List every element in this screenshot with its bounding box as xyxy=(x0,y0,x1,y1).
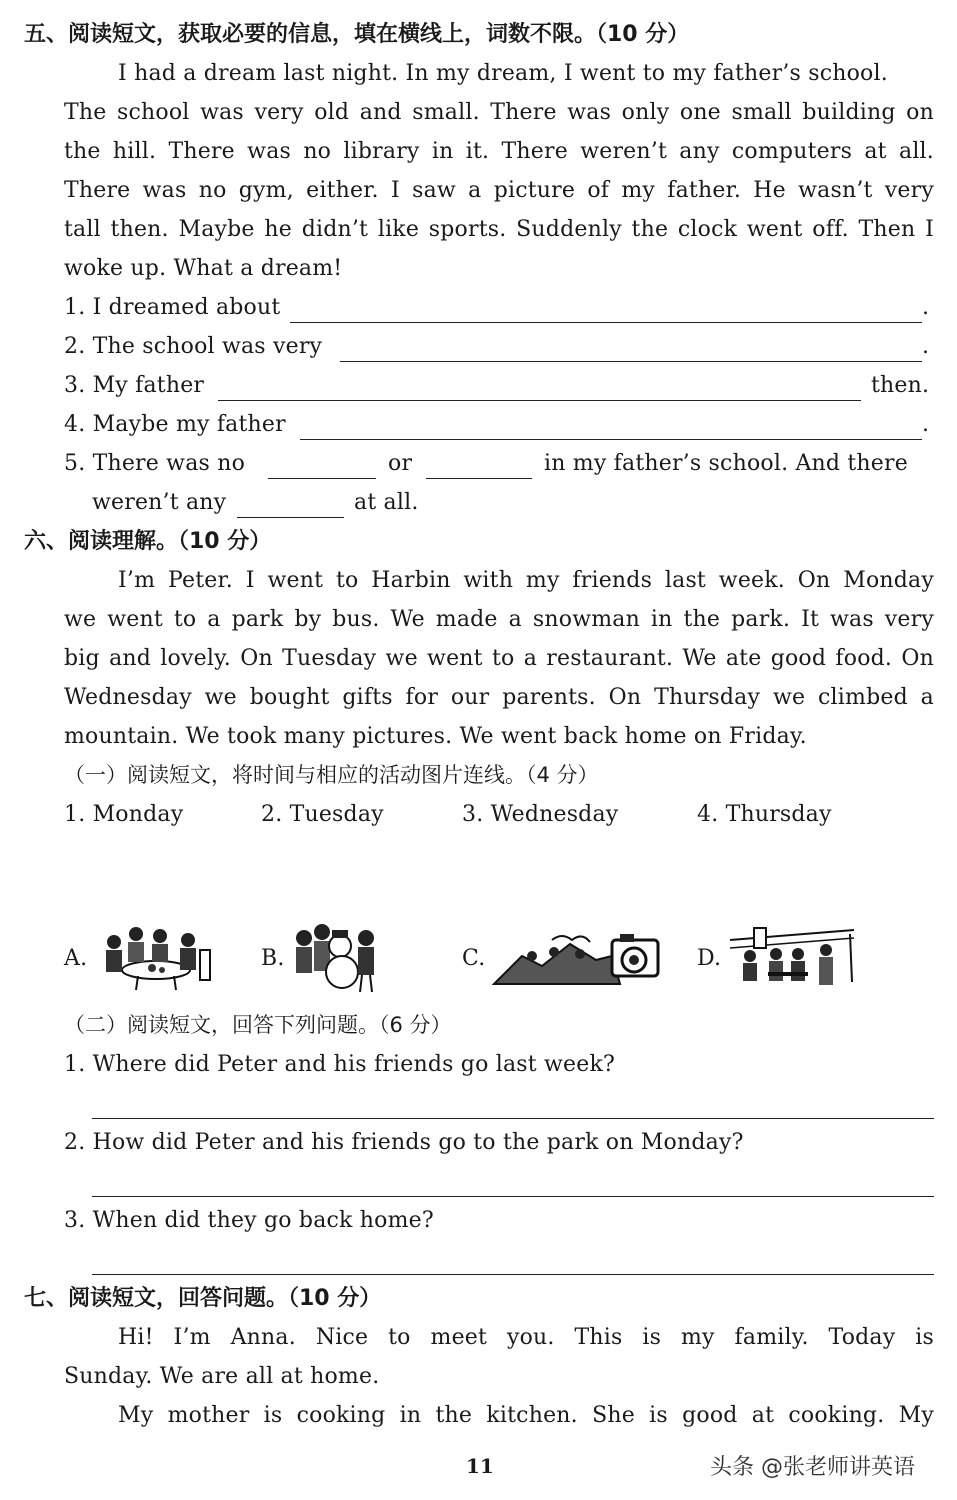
mountain-camera-picture xyxy=(492,926,664,990)
s5-q3-text: 3. My father xyxy=(64,373,205,398)
s5-q2-text: 2. The school was very xyxy=(64,334,323,359)
s5-q1-answer-line[interactable] xyxy=(290,322,922,323)
shopping-gifts-picture xyxy=(728,926,856,992)
s6-part1-title: （一）阅读短文，将时间与相应的活动图片连线。（4 分） xyxy=(64,763,599,787)
s6-option-a-label: A. xyxy=(64,946,88,971)
s5-q4-answer-line[interactable] xyxy=(300,439,922,440)
s5-q2-end: . xyxy=(922,334,930,359)
s6-passage-line-3: big and lovely. On Tuesday we went to a restaurant. We ate good food. On xyxy=(64,646,934,671)
s5-q5-text-b: or xyxy=(388,451,413,476)
s5-passage-line-2: The school was very old and small. There was only one small building on xyxy=(64,100,934,125)
s5-passage-line-1: I had a dream last night. In my dream, I went to my father’s school. xyxy=(118,61,888,86)
s5-q2-answer-line[interactable] xyxy=(340,361,922,362)
s6-question-2: 2. How did Peter and his friends go to the park on Monday? xyxy=(64,1130,744,1155)
s6-day-3: 3. Wednesday xyxy=(462,802,619,827)
s6-answer-line-3[interactable] xyxy=(92,1274,934,1275)
s5-q4-end: . xyxy=(922,412,930,437)
s5-passage-line-4: There was no gym, either. I saw a picture of my father. He wasn’t very xyxy=(64,178,934,203)
s6-answer-line-2[interactable] xyxy=(92,1196,934,1197)
s5-passage-line-3: the hill. There was no library in it. There weren’t any computers at all. xyxy=(64,139,934,164)
s5-q3-answer-line[interactable] xyxy=(218,400,861,401)
s5-q1-end: . xyxy=(922,295,930,320)
section-6-title: 六、阅读理解。（10 分） xyxy=(24,529,272,554)
s5-q4-text: 4. Maybe my father xyxy=(64,412,286,437)
snowman-picture xyxy=(292,920,384,996)
s6-passage-line-5: mountain. We took many pictures. We went back home on Friday. xyxy=(64,724,807,749)
watermark: 头条 @张老师讲英语 xyxy=(710,1455,915,1480)
s5-passage-line-6: woke up. What a dream! xyxy=(64,256,343,281)
s6-passage-line-2: we went to a park by bus. We made a snowman in the park. It was very xyxy=(64,607,934,632)
s6-option-c-label: C. xyxy=(462,946,486,971)
s6-day-1: 1. Monday xyxy=(64,802,184,827)
s6-passage-line-4: Wednesday we bought gifts for our parents. On Thursday we climbed a xyxy=(64,685,934,710)
s6-passage-line-1: I’m Peter. I went to Harbin with my friends last week. On Monday xyxy=(118,568,934,593)
s6-question-1: 1. Where did Peter and his friends go last week? xyxy=(64,1052,616,1077)
s7-passage-line-2: Sunday. We are all at home. xyxy=(64,1364,380,1389)
s5-q5-blank-1[interactable] xyxy=(268,478,376,479)
s6-answer-line-1[interactable] xyxy=(92,1118,934,1119)
s5-q5-text-c: in my father’s school. And there xyxy=(544,451,908,476)
page-number: 11 xyxy=(466,1454,494,1478)
s7-passage-line-1: Hi! I’m Anna. Nice to meet you. This is my family. Today is xyxy=(118,1325,934,1350)
s6-day-4: 4. Thursday xyxy=(697,802,832,827)
section-5-title: 五、阅读短文，获取必要的信息，填在横线上，词数不限。（10 分） xyxy=(24,22,690,47)
restaurant-eating-picture xyxy=(96,920,216,992)
s5-q1-text: 1. I dreamed about xyxy=(64,295,281,320)
s5-q5-text-a: 5. There was no xyxy=(64,451,246,476)
s5-q5-blank-3[interactable] xyxy=(237,517,344,518)
s6-option-d-label: D. xyxy=(697,946,722,971)
s5-q3-end: then. xyxy=(871,373,930,398)
s6-option-b-label: B. xyxy=(261,946,285,971)
s6-part2-title: （二）阅读短文，回答下列问题。（6 分） xyxy=(64,1013,452,1037)
s5-q5-text-d: weren’t any xyxy=(92,490,227,515)
section-7-title: 七、阅读短文，回答问题。（10 分） xyxy=(24,1286,382,1311)
s6-question-3: 3. When did they go back home? xyxy=(64,1208,434,1233)
s5-q5-text-e: at all. xyxy=(354,490,419,515)
s5-passage-line-5: tall then. Maybe he didn’t like sports. Suddenly the clock went off. Then I xyxy=(64,217,934,242)
s5-q5-blank-2[interactable] xyxy=(426,478,532,479)
s7-passage-line-3: My mother is cooking in the kitchen. She is good at cooking. My xyxy=(118,1403,934,1428)
s6-day-2: 2. Tuesday xyxy=(261,802,384,827)
